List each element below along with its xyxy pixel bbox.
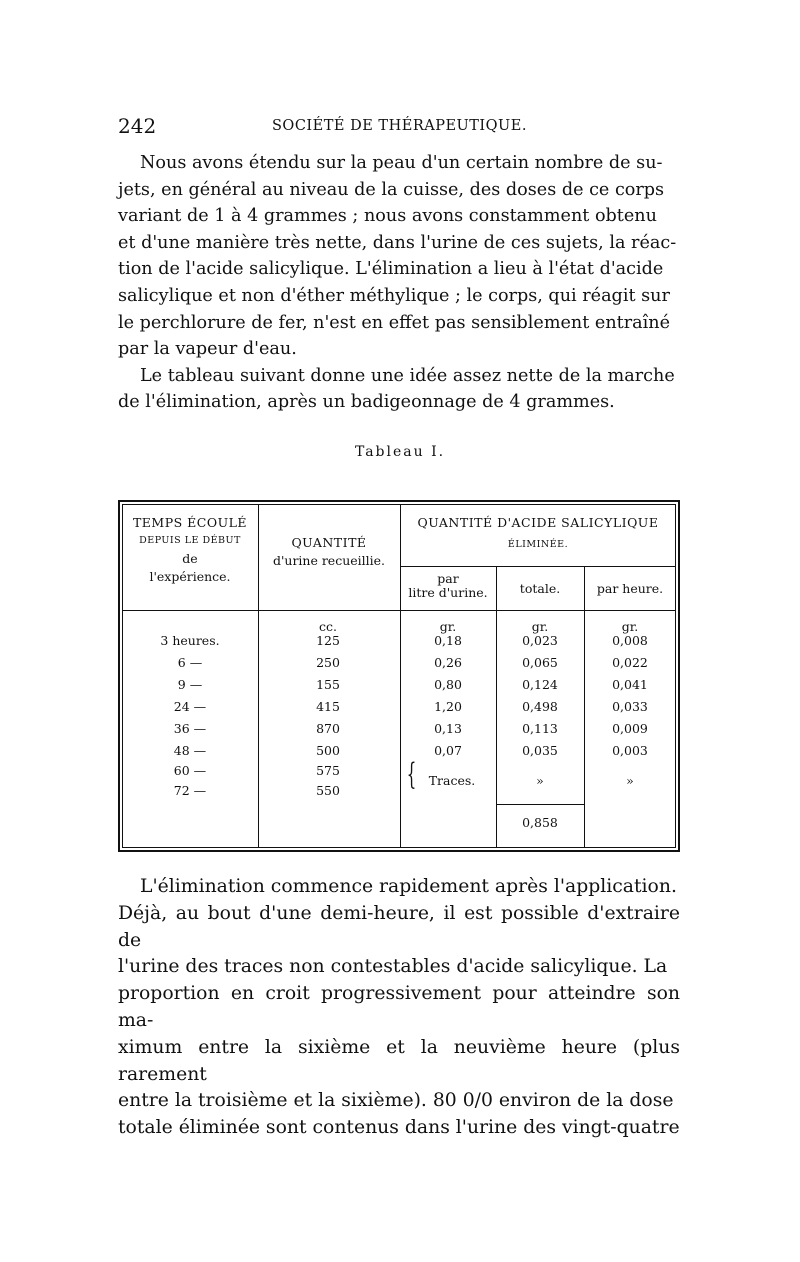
table-row-per-hour: 0,008 — [612, 633, 648, 648]
table-row-volume: 415 — [316, 699, 340, 714]
grand-total: 0,858 — [522, 815, 558, 830]
table-row-total: 0,498 — [522, 699, 558, 714]
para1-line: variant de 1 à 4 grammes ; nous avons constamment obtenu — [118, 206, 657, 227]
table-row-per-litre: 0,26 — [434, 655, 462, 670]
para2-line: Le tableau suivant donne une idée assez nette de la marche — [140, 365, 675, 386]
page-number: 242 — [118, 114, 157, 138]
table-row-time: 48 — — [173, 743, 207, 758]
para1-line: jets, en général au niveau de la cuisse, des doses de ce corps — [118, 179, 665, 200]
para3-line: totale éliminée sont contenus dans l'urine des vingt-quatre — [118, 1117, 680, 1139]
table-row-time: 36 — — [173, 721, 207, 736]
table-row-volume: 550 — [316, 783, 340, 798]
para1-line: Nous avons étendu sur la peau d'un certain nombre de su- — [140, 153, 663, 173]
table-row-per-litre: 0,18 — [434, 633, 462, 648]
header-rule — [122, 610, 676, 611]
unit-per-hour: gr. — [621, 619, 639, 634]
table-row-per-hour: 0,009 — [612, 721, 648, 736]
header-time-line3: de — [182, 551, 198, 566]
para2-line: de l'élimination, après un badigeonnage de 4 grammes. — [118, 392, 615, 413]
table-row-time: 3 heures. — [160, 633, 220, 648]
table-row-total: 0,124 — [522, 677, 558, 692]
paragraph-intro — [118, 150, 680, 416]
para3-line: ximum entre la sixième et la neuvième heure (plus rarement — [118, 1036, 680, 1085]
sum-rule — [496, 804, 584, 805]
table-row-per-litre: 1,20 — [434, 699, 462, 714]
header-total: totale. — [519, 581, 561, 596]
para1-line: le perchlorure de fer, n'est en effet pas sensiblement entraîné — [118, 312, 670, 333]
para1-line: et d'une manière très nette, dans l'urine de ces sujets, la réac- — [118, 232, 677, 253]
table-row-total: 0,035 — [522, 743, 558, 758]
table-row-per-hour: 0,033 — [612, 699, 648, 714]
traces-label: Traces. — [428, 773, 476, 788]
traces-brace: { — [406, 757, 417, 792]
page-header — [118, 114, 678, 144]
group-rule — [400, 566, 676, 567]
header-per-litre-line2: litre d'urine. — [408, 585, 488, 600]
header-time-line4: l'expérience. — [149, 569, 231, 584]
table-row-total: 0,023 — [522, 633, 558, 648]
para3-line: proportion en croit progressivement pour atteindre son ma- — [118, 983, 680, 1031]
para1-line: par la vapeur d'eau. — [118, 339, 297, 360]
table-row-volume: 250 — [316, 655, 340, 670]
table-row-per-hour: 0,022 — [612, 655, 648, 670]
para1-line: tion de l'acide salicylique. L'élimination a lieu à l'état d'acide — [118, 259, 664, 280]
header-per-litre-line1: par — [437, 571, 459, 586]
para1-line: salicylique et non d'éther méthylique ; le corps, qui réagit sur — [118, 285, 670, 306]
table-row-volume: 870 — [316, 721, 340, 736]
table-row-total: 0,113 — [522, 721, 558, 736]
table-row-total: 0,065 — [522, 655, 558, 670]
paragraph-elimination — [118, 874, 680, 1142]
unit-total: gr. — [531, 619, 549, 634]
header-volume-line1: QUANTITÉ — [291, 535, 367, 550]
table-row-per-hour: 0,041 — [612, 677, 648, 692]
table-row-per-litre: 0,07 — [434, 743, 462, 758]
header-time-line2: DEPUIS LE DÉBUT — [139, 535, 241, 546]
para3-line: entre la troisième et la sixième). 80 0/0 environ de la dose — [118, 1090, 674, 1112]
table-row-volume: 575 — [316, 763, 340, 778]
header-per-hour: par heure. — [596, 581, 664, 596]
table-row-time: 24 — — [173, 699, 207, 714]
ditto-mark-total: » — [536, 773, 544, 788]
unit-per-litre: gr. — [439, 619, 457, 634]
col-divider — [400, 504, 401, 848]
table-row-per-hour: 0,003 — [612, 743, 648, 758]
table-row-time: 60 — — [173, 763, 207, 778]
table-row-time: 72 — — [173, 783, 207, 798]
header-group-line2: ÉLIMINÉE. — [507, 539, 569, 550]
data-table — [118, 500, 680, 852]
table-row-volume: 125 — [316, 633, 340, 648]
header-group-line1: QUANTITÉ D'ACIDE SALICYLIQUE — [417, 515, 659, 530]
unit-volume: cc. — [319, 619, 337, 634]
table-row-per-litre: 0,80 — [434, 677, 462, 692]
ditto-mark-per-hour: » — [626, 773, 634, 788]
header-volume-line2: d'urine recueillie. — [272, 553, 386, 568]
table-row-time: 9 — — [177, 677, 203, 692]
para3-line: l'urine des traces non contestables d'acide salicylique. La — [118, 956, 668, 978]
table-row-volume: 500 — [316, 743, 340, 758]
running-head: SOCIÉTÉ DE THÉRAPEUTIQUE. — [272, 118, 527, 134]
para3-line: L'élimination commence rapidement après l'application. — [140, 876, 677, 897]
table-row-volume: 155 — [316, 677, 340, 692]
table-row-time: 6 — — [177, 655, 203, 670]
table-row-per-litre: 0,13 — [434, 721, 462, 736]
table-caption: Tableau I. — [354, 444, 446, 460]
header-time-line1: TEMPS ÉCOULÉ — [132, 515, 248, 530]
para3-line: Déjà, au bout d'une demi-heure, il est possible d'extraire de — [118, 902, 680, 951]
